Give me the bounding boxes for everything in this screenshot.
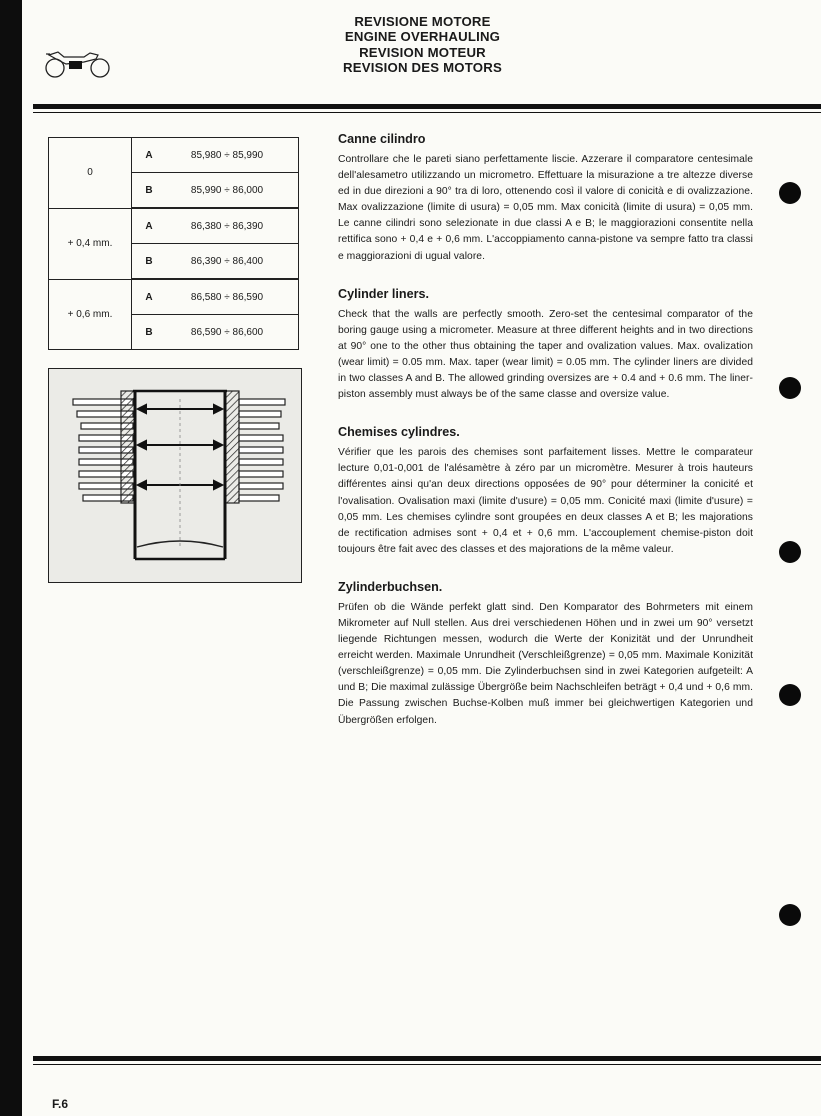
class-cell: A: [132, 279, 167, 315]
class-cell: A: [132, 208, 167, 244]
header-title-fr: REVISION MOTEUR: [359, 44, 486, 60]
section-title: Cylinder liners.: [338, 286, 429, 301]
liner-class-table: [48, 137, 299, 350]
page-header: [300, 14, 545, 76]
size-cell: 0: [49, 138, 132, 209]
range-cell: 86,380 ÷ 86,390: [166, 208, 299, 244]
punch-hole: [779, 684, 801, 706]
range-cell: 85,990 ÷ 86,000: [166, 173, 299, 209]
section-title: Chemises cylindres.: [338, 425, 460, 440]
table-row: [49, 138, 299, 173]
liner-diagram-svg: [49, 369, 301, 582]
punch-hole: [779, 377, 801, 399]
section-fr: [338, 425, 753, 558]
section-it: [338, 132, 753, 265]
class-cell: B: [132, 315, 167, 350]
range-cell: 85,980 ÷ 85,990: [166, 138, 299, 173]
class-cell: B: [132, 173, 167, 209]
range-cell: 86,590 ÷ 86,600: [166, 315, 299, 350]
table-row: [49, 279, 299, 315]
class-cell: A: [132, 138, 167, 173]
text-column: [338, 132, 753, 751]
table-row: [49, 208, 299, 244]
cylinder-liner-measurement-diagram: [48, 368, 302, 583]
page-number: F.6: [52, 1097, 69, 1111]
header-title-de: REVISION DES MOTORS: [343, 60, 502, 76]
header-title-it: REVISIONE MOTORE: [354, 14, 491, 29]
size-cell: + 0,4 mm.: [49, 208, 132, 279]
section-title: Zylinderbuchsen.: [338, 579, 443, 594]
punch-hole: [779, 182, 801, 204]
binder-edge: [0, 0, 22, 1116]
motorcycle-icon: [44, 46, 112, 84]
footer-rule: [33, 1056, 821, 1065]
section-de: [338, 580, 753, 729]
section-body: Check that the walls are perfectly smooth. Zero-set the centesimal comparator of the boring gauge using a micrometer. Measure at three different heights and in two directions at 90° one to the other thus obtaining the taper and ovalization values. Max. ovalization (wear limit) = 0.05 mm. Max. taper (wear limit) = 0.05 mm. The cylinder liners are divided in two classes A and B. The allowed grinding oversizes are + 0.4 and + 0.6 mm. The liner-piston assembly must always be of the same classe and oversize value.: [338, 308, 753, 401]
header-title-en: ENGINE OVERHAULING: [344, 29, 501, 45]
section-body: Controllare che le pareti siano perfettamente liscie. Azzerare il comparatore centesimale dell'alesametro utilizzando un micrometro. Effettuare la misurazione a tre altezze diverse ed in due direzioni a 90° tra di loro, ottenendo così il valore di conicità e di ovalizzazione. Max ovalizzazione (limite di usura) = 0,05 mm. Max conicità (limite di usura) = 0,05 mm. Le canne cilindri sono selezionate in due classi A e B; le maggiorazioni consentite nella rettifica sono + 0,4 e + 0,6 mm. L'accoppiamento canna-pistone va sempre fatto tra classi e maggiorazioni di ugual valore.: [338, 154, 753, 262]
section-body: Prüfen ob die Wände perfekt glatt sind. Den Komparator des Bohrmeters mit einem Mikrometer auf Null stellen. Aus drei verschiedenen Höhen und in zwei um 90° versetzt liegende Richtungen messen, wodurch die Werte der Konizität und der Unrundheit erreicht werden. Maximale Unrundheit (Verschleißgrenze) = 0,05 mm. Maximale Konizität (verschleißgrenze) = 0,05 mm. Die Zylinderbuchsen sind in zwei Kategorien aufgeteilt: A und B; Die maximal zulässige Übergröße beim Nachschleifen beträgt + 0,4 und + 0,6 mm. Die Passung zwischen Buchse-Kolben muß immer bei gleichwertigen Kategorien und Übergrößen erfolgen.: [338, 601, 753, 726]
punch-hole: [779, 541, 801, 563]
range-cell: 86,580 ÷ 86,590: [166, 279, 299, 315]
section-title: Canne cilindro: [338, 132, 426, 146]
section-body: Vérifier que les parois des chemises sont parfaitement lisses. Mettre le comparateur lecture 0,01-0,001 de l'alésamètre à zéro par un micromètre. Mesurer à trois hauteurs différentes ainsi qu'an deux directions opposées de 90° pour déterminer la conicité et l'ovalisation. Ovalisation maxi (limite d'usure) = 0,05 mm. Conicité maxi (limite d'usure) = 0,05 mm. Les chemises cylindre sont groupées en deux classes A et B; les majorations de rectification admises sont + 0,4 et + 0,6 mm. L'accouplement chemise-piston doit toujours être fait avec des classes et des majorations de la même valeur.: [338, 447, 753, 555]
header-rule: [33, 104, 821, 113]
class-cell: B: [132, 244, 167, 280]
section-en: [338, 287, 753, 404]
punch-hole: [779, 904, 801, 926]
range-cell: 86,390 ÷ 86,400: [166, 244, 299, 280]
size-cell: + 0,6 mm.: [49, 279, 132, 350]
